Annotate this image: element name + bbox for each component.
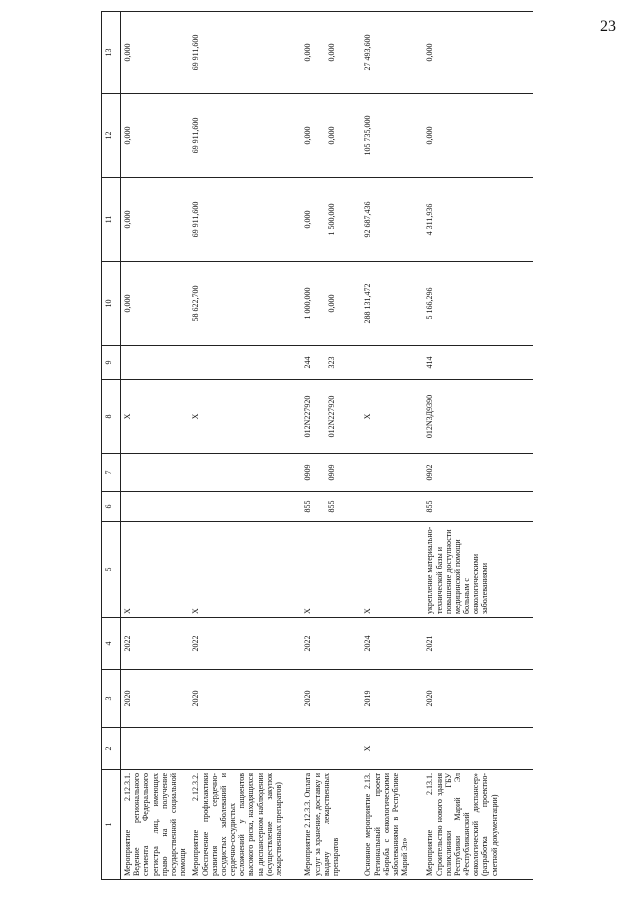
- rzpr-line-2: 0909: [326, 464, 336, 481]
- amount-13-line-1: 0,000: [303, 43, 313, 62]
- cell-amount-10: 0,000: [121, 262, 190, 346]
- table-row: [423, 12, 533, 880]
- cell-csr: X: [189, 380, 301, 454]
- header-row: [102, 12, 121, 880]
- cell-csr: X: [121, 380, 190, 454]
- cell-result: X: [361, 522, 423, 618]
- cell-vr: 414: [423, 346, 533, 380]
- cell-amount-11: 92 687,436: [361, 178, 423, 262]
- cell-end-year: 2022: [301, 618, 361, 670]
- cell-result: X: [121, 522, 190, 618]
- cell-grbs: [189, 492, 301, 522]
- col-header-6: 6: [102, 492, 121, 522]
- cell-amount-13: 0,000: [121, 12, 190, 94]
- amount-12-line-1: 0,000: [303, 126, 313, 145]
- cell-grbs: 855: [423, 492, 533, 522]
- cell-amount-12: 105 735,000: [361, 94, 423, 178]
- cell-responsible: [121, 728, 190, 770]
- csr-line-2: 012N227920: [326, 395, 336, 438]
- col-header-4: 4: [102, 618, 121, 670]
- cell-amount-12: 69 911,600: [189, 94, 301, 178]
- amount-12-line-2: 0,000: [326, 126, 336, 145]
- cell-grbs: [301, 492, 361, 522]
- table-row: [121, 12, 190, 880]
- vr-line-1: 244: [303, 356, 313, 369]
- cell-rzpr: 0902: [423, 454, 533, 492]
- cell-csr: 012N3Д9390: [423, 380, 533, 454]
- cell-amount-12: [301, 94, 361, 178]
- cell-rzpr: [361, 454, 423, 492]
- cell-description: Мероприятие 2.12.3.1. Ведение регионального сегмента Федерального регистра лиц, имеющих право на получение государственной социальной помощи: [121, 770, 190, 880]
- col-header-11: 11: [102, 178, 121, 262]
- table-row: [189, 12, 301, 880]
- cell-description: Основное мероприятие 2.13. Региональный проект «Борьба с онкологическими заболеваниями в Республике Марий Эл»: [361, 770, 423, 880]
- cell-amount-10: 58 622,700: [189, 262, 301, 346]
- table-row: [361, 12, 423, 880]
- amount-10-line-1: 1 000,000: [303, 287, 313, 320]
- cell-amount-11: 69 911,600: [189, 178, 301, 262]
- cell-end-year: 2021: [423, 618, 533, 670]
- cell-start-year: 2020: [189, 670, 301, 728]
- cell-responsible: [189, 728, 301, 770]
- col-header-7: 7: [102, 454, 121, 492]
- cell-end-year: 2022: [121, 618, 190, 670]
- cell-end-year: 2024: [361, 618, 423, 670]
- rotated-table-container: [101, 12, 538, 880]
- rzpr-line-1: 0909: [303, 464, 313, 481]
- cell-amount-12: 0,000: [121, 94, 190, 178]
- col-header-8: 8: [102, 380, 121, 454]
- col-header-2: 2: [102, 728, 121, 770]
- cell-amount-11: [301, 178, 361, 262]
- page-number: 23: [600, 18, 616, 35]
- cell-amount-13: 69 911,600: [189, 12, 301, 94]
- grbs-line-1: 855: [303, 500, 313, 513]
- col-header-9: 9: [102, 346, 121, 380]
- cell-start-year: 2020: [121, 670, 190, 728]
- amount-11-line-2: 1 500,000: [326, 203, 336, 236]
- cell-rzpr: [301, 454, 361, 492]
- amount-10-line-2: 0,000: [326, 294, 336, 313]
- cell-amount-12: 0,000: [423, 94, 533, 178]
- csr-line-1: 012N227920: [303, 395, 313, 438]
- cell-responsible: [423, 728, 533, 770]
- cell-csr: [301, 380, 361, 454]
- cell-vr: [189, 346, 301, 380]
- col-header-13: 13: [102, 12, 121, 94]
- cell-description: Мероприятие 2.13.1. Строительство нового здания поликлиники ГБУ Республики Марий Эл «Республиканский онкологический диспансер» (разработка проектно-сметной документации): [423, 770, 533, 880]
- grbs-line-2: 855: [326, 500, 336, 513]
- cell-amount-13: [301, 12, 361, 94]
- cell-vr: [301, 346, 361, 380]
- amount-13-line-2: 0,000: [326, 43, 336, 62]
- cell-amount-10: [301, 262, 361, 346]
- cell-start-year: 2019: [361, 670, 423, 728]
- table-row: [301, 12, 361, 880]
- cell-amount-11: 4 311,936: [423, 178, 533, 262]
- cell-csr: X: [361, 380, 423, 454]
- cell-start-year: 2020: [423, 670, 533, 728]
- cell-responsible: X: [361, 728, 423, 770]
- cell-description: Мероприятие 2.12.3.3. Оплата услуг за хранение, доставку и выдачу лекарственных препаратов: [301, 770, 361, 880]
- cell-description: Мероприятие 2.12.3.2. Обеспечение профилактики развития сердечно-сосудистых заболеваний и сердечно-сосудистых осложнений у пациентов высокого риска, находящихся на диспансерном наблюдении (осуществление закупок лекарственных препаратов): [189, 770, 301, 880]
- cell-result: X: [189, 522, 301, 618]
- amount-11-line-1: 0,000: [303, 210, 313, 229]
- vr-line-2: 323: [326, 356, 336, 369]
- cell-amount-10: 288 131,472: [361, 262, 423, 346]
- col-header-10: 10: [102, 262, 121, 346]
- cell-result: X: [301, 522, 361, 618]
- cell-amount-11: 0,000: [121, 178, 190, 262]
- cell-amount-13: 0,000: [423, 12, 533, 94]
- cell-grbs: [121, 492, 190, 522]
- cell-amount-10: 5 166,296: [423, 262, 533, 346]
- cell-rzpr: [189, 454, 301, 492]
- cell-responsible: [301, 728, 361, 770]
- cell-start-year: 2020: [301, 670, 361, 728]
- cell-amount-13: 27 493,600: [361, 12, 423, 94]
- program-table: [101, 11, 533, 880]
- cell-result: укрепление материально-технической базы и повышение доступности медицинской помощи больным с онкологическими заболеваниями: [423, 522, 533, 618]
- col-header-5: 5: [102, 522, 121, 618]
- cell-vr: [121, 346, 190, 380]
- col-header-1: 1: [102, 770, 121, 880]
- col-header-3: 3: [102, 670, 121, 728]
- cell-grbs: [361, 492, 423, 522]
- cell-end-year: 2022: [189, 618, 301, 670]
- cell-rzpr: [121, 454, 190, 492]
- col-header-12: 12: [102, 94, 121, 178]
- cell-vr: [361, 346, 423, 380]
